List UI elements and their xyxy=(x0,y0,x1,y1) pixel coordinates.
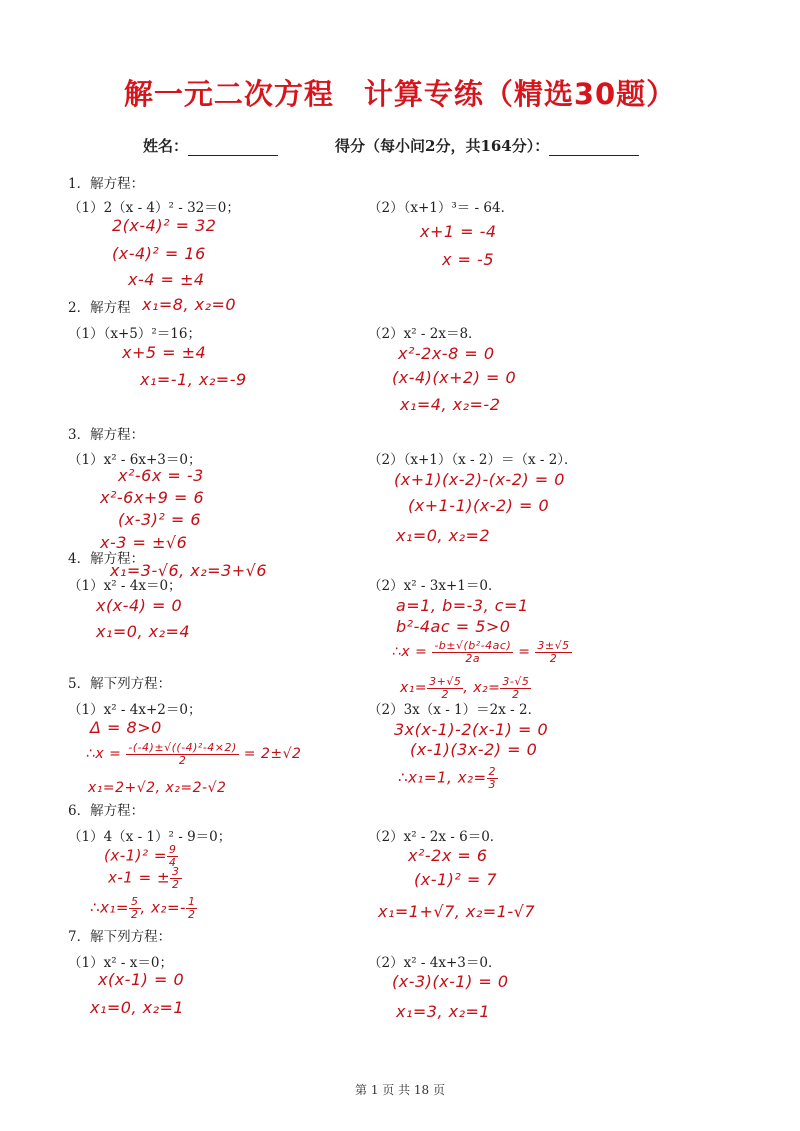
score-label: 得分（每小问2分，共164分）： xyxy=(335,137,550,155)
q1p2-work-2: x = -5 xyxy=(442,250,494,269)
q3p1-work-3: (x-3)² = 6 xyxy=(118,510,202,529)
question-3-part-2: （2）（x+1）（x - 2）＝（x - 2）． xyxy=(368,452,578,468)
page-title: 解一元二次方程 计算专练（精选30题） xyxy=(123,77,677,111)
q3p2-work-3: x₁=0, x₂=2 xyxy=(396,526,491,545)
q6p1-work-3: ∴x₁= $\frac{5}{2}$ , x₂=- $\frac{1}{2}$ xyxy=(90,895,196,921)
question-7-part-1: （1）x² - x＝0； xyxy=(68,955,173,971)
question-2-heading: 2．解方程 xyxy=(68,300,131,316)
q4p2-work-2: b²-4ac = 5>0 xyxy=(396,617,511,636)
q5p2-work-3: ∴x₁=1, x₂= $\frac{2}{3}$ xyxy=(398,765,497,791)
q6p2-work-2: (x-1)² = 7 xyxy=(414,870,498,889)
question-5-heading: 5．解下列方程： xyxy=(68,676,172,692)
question-6-part-1: （1）4（x - 1）² - 9＝0； xyxy=(68,829,232,845)
q1p1-work-1: 2(x-4)² = 32 xyxy=(112,216,217,235)
question-3-heading: 3．解方程： xyxy=(68,427,145,443)
q2p1-work-1: x+5 = ±4 xyxy=(122,343,207,362)
q1p2-work-1: x+1 = -4 xyxy=(420,222,497,241)
q3p1-work-1: x²-6x = -3 xyxy=(118,466,204,485)
question-2-part-2: （2）x² - 2x＝8． xyxy=(368,326,482,342)
question-4-heading: 4．解方程： xyxy=(68,551,145,567)
q3p1-work-4: x-3 = ±√6 xyxy=(100,533,188,552)
q6p1-work-1: (x-1)² = $\frac{9}{4}$ xyxy=(104,843,177,869)
question-7-heading: 7．解下列方程： xyxy=(68,929,172,945)
q2p1-work-2: x₁=-1, x₂=-9 xyxy=(140,370,247,389)
name-field xyxy=(143,135,278,156)
q7p1-work-1: x(x-1) = 0 xyxy=(98,970,185,989)
question-5-part-1: （1）x² - 4x+2＝0； xyxy=(68,702,202,718)
q3p1-work-2: x²-6x+9 = 6 xyxy=(100,488,205,507)
q2p2-work-3: x₁=4, x₂=-2 xyxy=(400,395,501,414)
q5p2-work-1: 3x(x-1)-2(x-1) = 0 xyxy=(394,720,549,739)
question-4-part-1: （1）x² - 4x＝0； xyxy=(68,578,182,594)
question-4-part-2: （2）x² - 3x+1＝0． xyxy=(368,578,502,594)
q2p2-work-2: (x-4)(x+2) = 0 xyxy=(392,368,517,387)
question-6-part-2: （2）x² - 2x - 6＝0． xyxy=(368,829,504,845)
q5p1-work-1: Δ = 8>0 xyxy=(90,718,162,737)
q6p1-work-2: x-1 = ± $\frac{3}{2}$ xyxy=(108,865,180,891)
question-2-part-1: （1）（x+5）²＝16； xyxy=(68,326,201,342)
q7p1-work-2: x₁=0, x₂=1 xyxy=(90,998,185,1017)
score-field xyxy=(335,135,639,156)
q4p1-work-1: x(x-4) = 0 xyxy=(96,596,183,615)
q7p2-work-1: (x-3)(x-1) = 0 xyxy=(392,972,509,991)
q5p2-work-2: (x-1)(3x-2) = 0 xyxy=(410,740,538,759)
score-blank xyxy=(549,139,639,156)
q3p2-work-1: (x+1)(x-2)-(x-2) = 0 xyxy=(394,470,565,489)
q7p2-work-2: x₁=3, x₂=1 xyxy=(396,1002,491,1021)
question-1-part-1: （1）2（x - 4）² - 32＝0； xyxy=(68,200,240,216)
q4p2-roots: x₁= $\frac{3+√5}{2}$ , x₂= $\frac{3-√5}{2}$ xyxy=(400,675,530,701)
q4p2-formula: ∴x = $\frac{\text{-b±√(b²-4ac)}}{2a}$ = $\frac{3\pm√5}{2}$ xyxy=(392,639,570,665)
name-blank xyxy=(188,139,278,156)
question-3-part-1: （1）x² - 6x+3＝0； xyxy=(68,452,202,468)
question-1-heading: 1．解方程： xyxy=(68,176,145,192)
question-1-part-2: （2）（x+1）³＝ - 64． xyxy=(368,200,515,216)
q4p2-work-1: a=1, b=-3, c=1 xyxy=(396,596,529,615)
page-footer: 第 1 页 共 18 页 xyxy=(355,1083,445,1097)
q5p1-formula: ∴x = $\frac{\text{-(-4)±√((-4)²-4×2)}}{2}$ = 2±√2 xyxy=(86,741,302,767)
question-6-heading: 6．解方程： xyxy=(68,803,145,819)
q6p2-work-3: x₁=1+√7, x₂=1-√7 xyxy=(378,902,536,921)
q1p1-work-2: (x-4)² = 16 xyxy=(112,244,206,263)
q3p1-work-5: x₁=3-√6, x₂=3+√6 xyxy=(110,561,268,580)
q2p2-work-1: x²-2x-8 = 0 xyxy=(398,344,495,363)
question-5-part-2: （2）3x（x - 1）＝2x - 2． xyxy=(368,702,542,718)
name-label: 姓名： xyxy=(143,137,189,155)
q5p1-work-3: x₁=2+√2, x₂=2-√2 xyxy=(88,780,227,796)
q6p2-work-1: x²-2x = 6 xyxy=(408,846,488,865)
q1p1-work-3: x-4 = ±4 xyxy=(128,270,205,289)
q3p2-work-2: (x+1-1)(x-2) = 0 xyxy=(408,496,550,515)
question-7-part-2: （2）x² - 4x+3＝0． xyxy=(368,955,502,971)
q4p1-work-2: x₁=0, x₂=4 xyxy=(96,622,191,641)
q2-answer: x₁=8, x₂=0 xyxy=(142,295,237,314)
